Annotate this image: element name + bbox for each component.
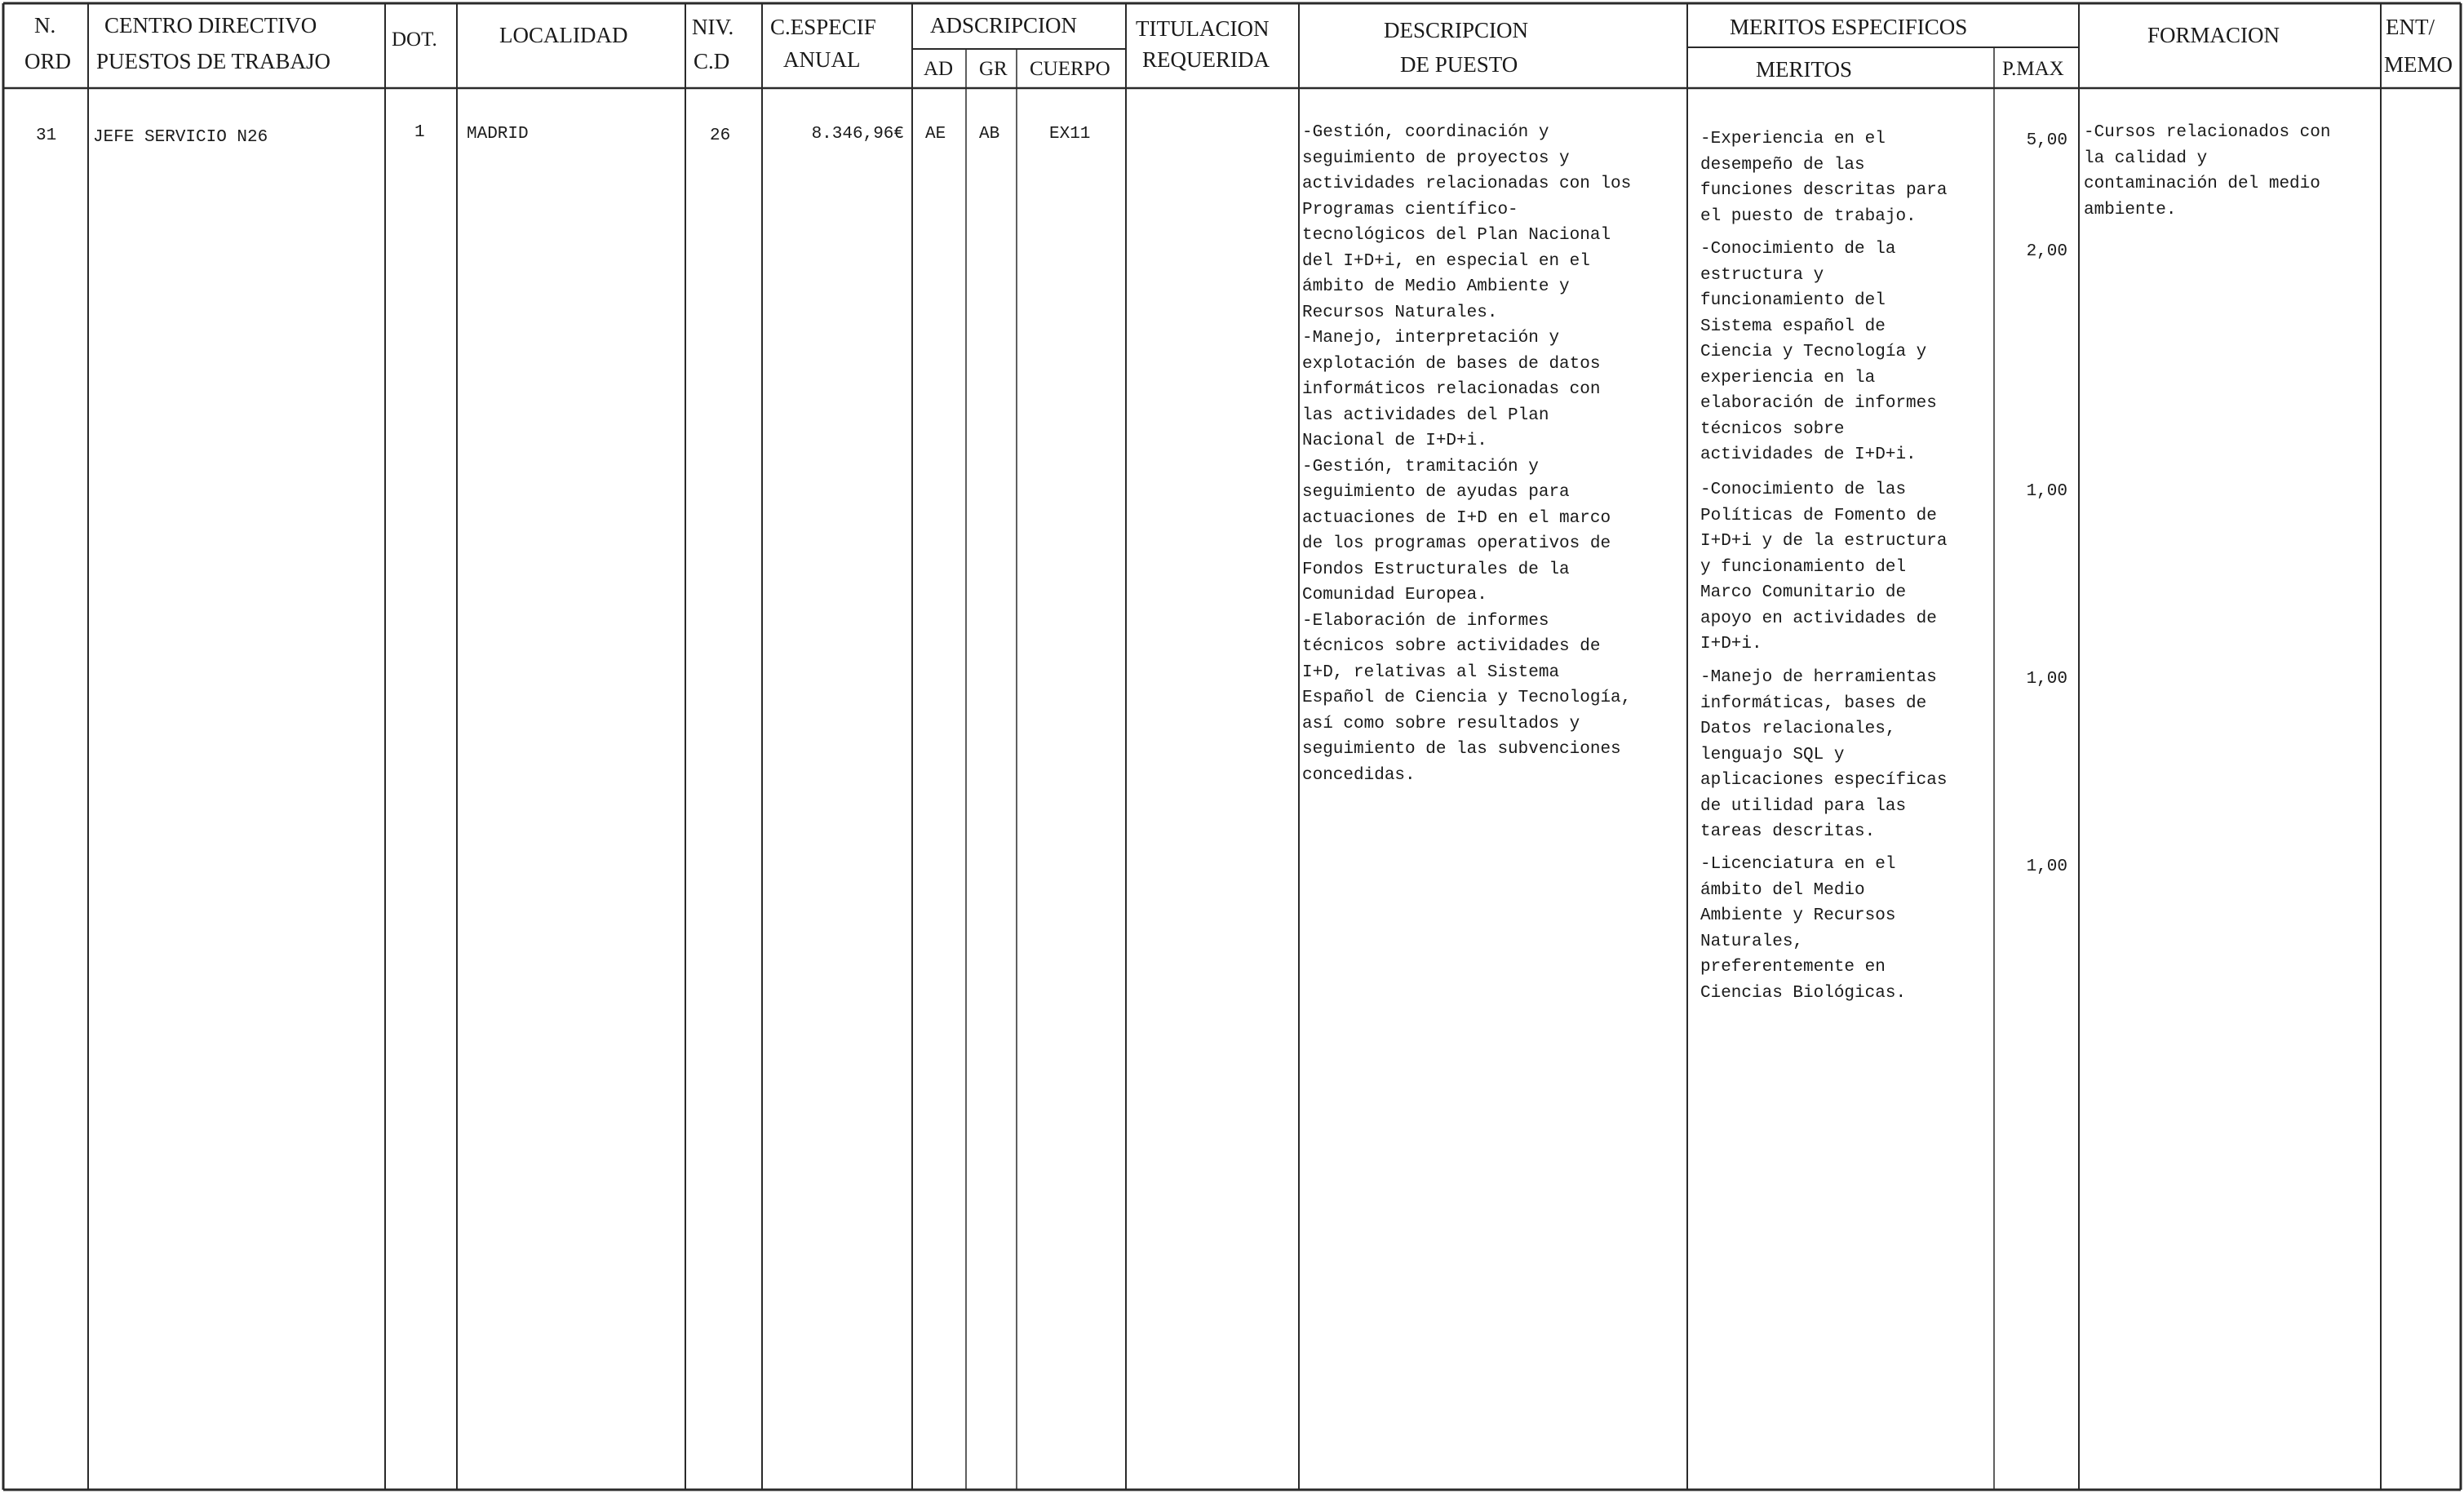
merito-points: 1,00 xyxy=(2026,857,2067,876)
header-n-ord-bottom: ORD xyxy=(24,49,72,73)
header-niv-top: NIV. xyxy=(692,15,734,39)
header-centro-bottom: PUESTOS DE TRABAJO xyxy=(96,49,331,73)
merito-item: -Manejo de herramientas informáticas, bases de Datos relacionales, lenguajo SQL y aplicaciones específicas de utilidad para las tareas descritas. xyxy=(1700,668,1948,841)
header-titulacion-bottom: REQUERIDA xyxy=(1142,47,1270,72)
header-ent-bottom: MEMO xyxy=(2384,52,2453,77)
header-descripcion-bottom: DE PUESTO xyxy=(1400,52,1518,77)
cell-complemento: 8.346,96€ xyxy=(811,125,904,144)
cell-ad: AE xyxy=(925,125,946,144)
header-meritos-especificos: MERITOS ESPECIFICOS xyxy=(1730,15,1968,39)
header-descripcion-top: DESCRIPCION xyxy=(1384,18,1529,42)
cell-n-ord: 31 xyxy=(36,126,57,145)
header-gr: GR xyxy=(979,58,1008,80)
header-localidad: LOCALIDAD xyxy=(499,23,628,47)
header-cuerpo: CUERPO xyxy=(1030,58,1110,80)
cell-centro: JEFE SERVICIO N26 xyxy=(93,128,268,147)
header-formacion: FORMACION xyxy=(2147,23,2280,47)
merito-points: 1,00 xyxy=(2026,482,2067,501)
merito-item: -Licenciatura en el ámbito del Medio Ambiente y Recursos Naturales, preferentemente en Ciencias Biológicas. xyxy=(1700,855,1907,1003)
header-pmax: P.MAX xyxy=(2002,58,2064,80)
header-centro-top: CENTRO DIRECTIVO xyxy=(104,13,317,38)
cell-nivel: 26 xyxy=(710,126,731,145)
header-n-ord-top: N. xyxy=(34,13,56,38)
header-meritos: MERITOS xyxy=(1756,57,1853,82)
merito-points: 1,00 xyxy=(2026,670,2067,689)
header-ad: AD xyxy=(924,58,954,80)
header-ent-top: ENT/ xyxy=(2386,15,2435,39)
cell-dot: 1 xyxy=(414,123,425,142)
header-cespecif-bottom: ANUAL xyxy=(783,47,861,72)
merito-item: -Conocimiento de las Políticas de Fomento de I+D+i y de la estructura y funcionamiento del Marco Comunitario de apoyo en actividades de I+D+i. xyxy=(1700,481,1948,653)
header-cespecif-top: C.ESPECIF xyxy=(770,15,876,39)
cell-cuerpo: EX11 xyxy=(1049,125,1091,144)
cell-descripcion: -Gestión, coordinación y seguimiento de proyectos y actividades relacionadas con los Programas científico- tecnológicos del Plan Nacional del I+D+i, en especial en el ámbito de Medio Ambiente y Recursos Naturales. -Manejo, interpretación y explotación de bases de datos informáticos relacionadas con las actividades del Plan Nacional de I+D+i. -Gestión, tramitación y seguimiento de ayudas para actuaciones de I+D en el marco de los programas operativos de Fondos Estructurales de la Comunidad Europea. -Elaboración de informes técnicos sobre actividades de I+D, relativas al Sistema Español de Ciencia y Tecnología, así como sobre resultados y seguimiento de las subvenciones concedidas. xyxy=(1302,123,1632,785)
cell-formacion: -Cursos relacionados con la calidad y contaminación del medio ambiente. xyxy=(2084,123,2331,219)
merito-item: -Conocimiento de la estructura y funcionamiento del Sistema español de Ciencia y Tecnología y experiencia en la elaboración de informes técnicos sobre actividades de I+D+i. xyxy=(1700,240,1937,464)
cell-gr: AB xyxy=(979,125,1000,144)
header-dot: DOT. xyxy=(392,29,437,51)
merito-item: -Experiencia en el desempeño de las funciones descritas para el puesto de trabajo. xyxy=(1700,130,1948,226)
merito-points: 5,00 xyxy=(2026,131,2067,150)
merito-points: 2,00 xyxy=(2026,242,2067,261)
header-adscripcion: ADSCRIPCION xyxy=(930,13,1078,38)
header-niv-bottom: C.D xyxy=(694,49,730,73)
header-titulacion-top: TITULACION xyxy=(1136,16,1270,41)
cell-localidad: MADRID xyxy=(467,125,529,144)
